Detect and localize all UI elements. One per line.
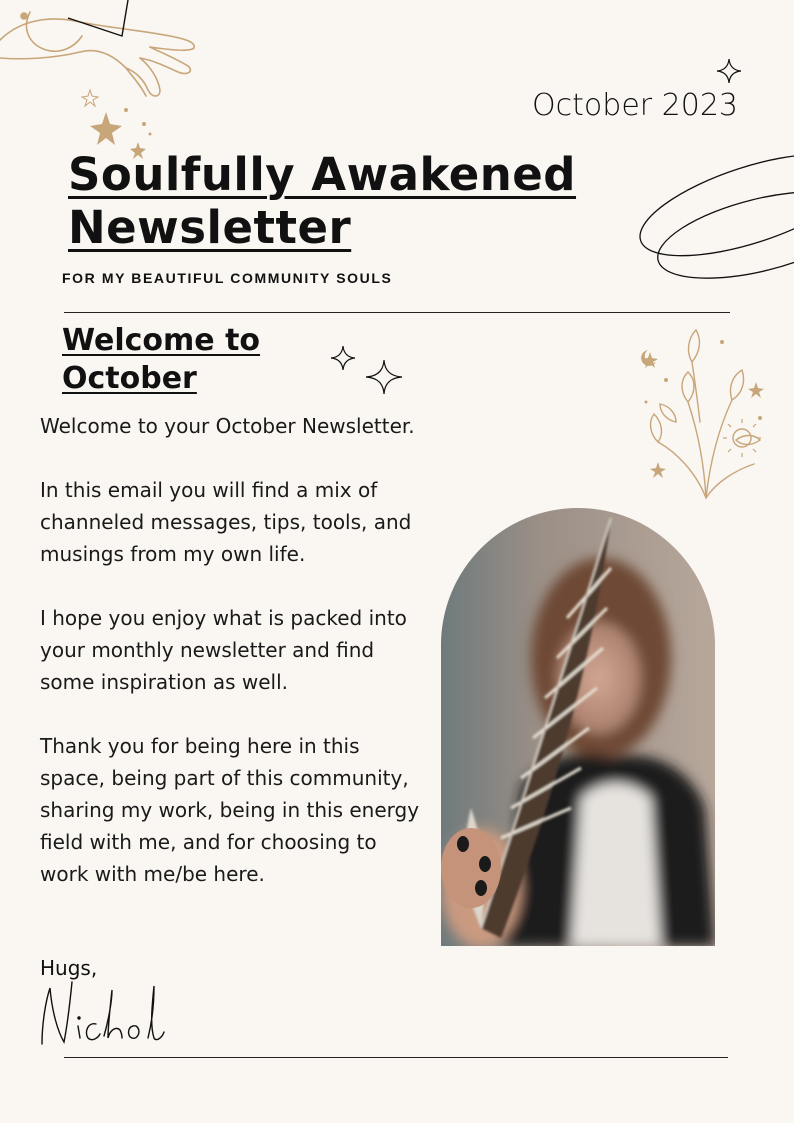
newsletter-body bbox=[40, 410, 425, 922]
newsletter-tagline: FOR MY BEAUTIFUL COMMUNITY SOULS bbox=[62, 270, 393, 286]
divider-top bbox=[64, 312, 730, 313]
sparkle-icon bbox=[330, 344, 406, 398]
body-paragraph: Thank you for being here in this space, being part of this community, sharing my work, being in this energy field with me, and for choosing to work with me/be here. bbox=[40, 734, 420, 886]
section-heading bbox=[62, 322, 322, 398]
title-line-1: Soulfully Awakened bbox=[68, 148, 577, 201]
flower-icon bbox=[636, 322, 776, 502]
title-line-2: Newsletter bbox=[68, 201, 352, 254]
feather-portrait-image bbox=[441, 508, 715, 946]
divider-bottom bbox=[64, 1057, 728, 1058]
body-paragraph: Welcome to your October Newsletter. bbox=[40, 414, 415, 438]
body-paragraph: I hope you enjoy what is packed into your monthly newsletter and find some inspiration as well. bbox=[40, 606, 407, 694]
newsletter-title bbox=[68, 148, 668, 254]
signature bbox=[38, 972, 168, 1050]
newsletter-date: October 2023 bbox=[532, 88, 738, 123]
portrait-photo bbox=[441, 508, 715, 946]
heading-line-1: Welcome to bbox=[62, 323, 261, 358]
body-paragraph: In this email you will find a mix of channeled messages, tips, tools, and musings from my own life. bbox=[40, 478, 412, 566]
sun-icon bbox=[723, 419, 761, 457]
heading-line-2: October bbox=[62, 361, 197, 396]
sparkle-icon bbox=[716, 58, 742, 84]
signoff: Hugs, bbox=[40, 956, 98, 980]
